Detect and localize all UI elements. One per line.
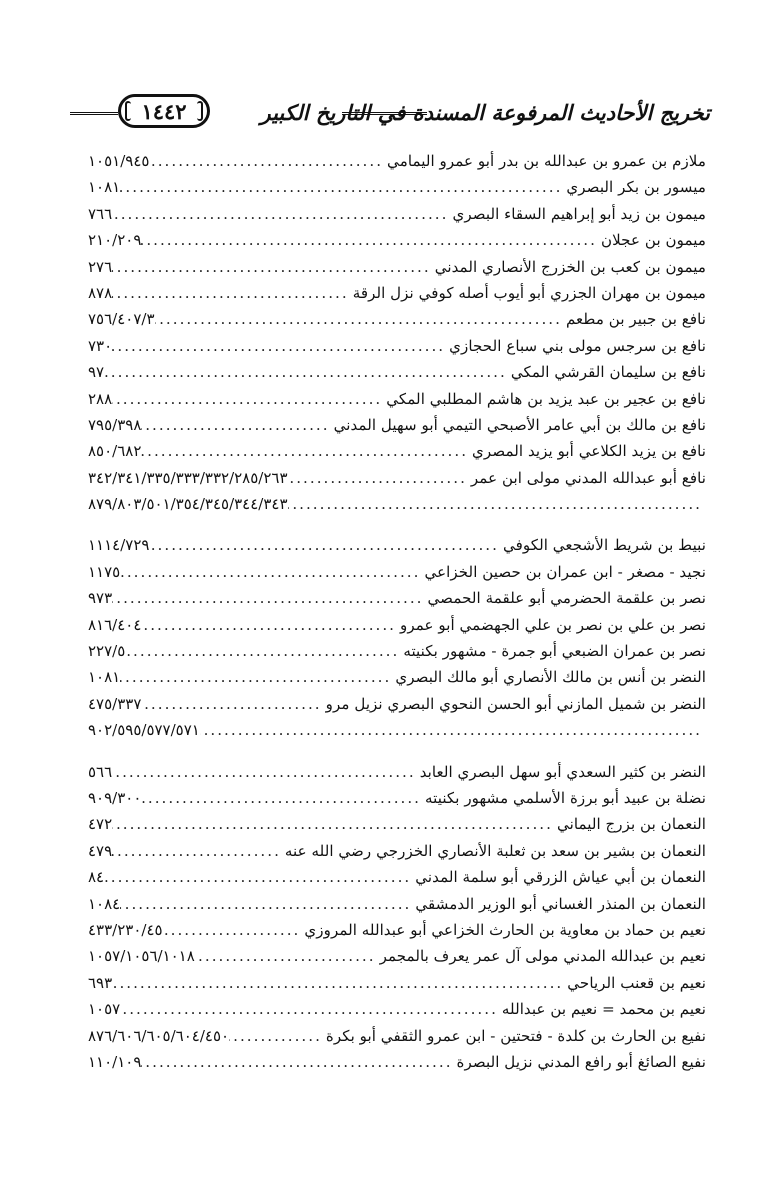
hadith-refs: ٩٧٣	[88, 589, 113, 608]
leader-dots	[112, 759, 420, 785]
index-entry	[88, 532, 706, 558]
page-header	[70, 92, 710, 142]
narrator-name: نافع بن يزيد الكلاعي أبو يزيد المصري	[472, 442, 706, 461]
hadith-refs: ٩٠٢/٥٩٥/٥٧٧/٥٧١	[88, 721, 200, 740]
narrator-name: النضر بن شميل المازني أبو الحسن النحوي البصري نزيل مرو	[325, 694, 706, 713]
hadith-refs: ٨٧٨	[88, 283, 113, 302]
narrator-name: نافع بن سليمان القرشي المكي	[510, 363, 706, 382]
index-entry	[88, 174, 706, 200]
hadith-refs: ٤٣٣/٢٣٠/٤٥	[88, 920, 163, 939]
index-entry	[88, 691, 706, 717]
leader-dots	[112, 585, 427, 611]
narrator-name: ميمون بن مهران الجزري أبو أيوب أصله كوفي نزل الرقة	[352, 283, 706, 302]
leader-dots	[125, 638, 403, 664]
narrator-name: نافع بن مالك بن أبي عامر الأصبحي التيمي أبو سهيل المدني	[333, 415, 706, 434]
index-entry	[88, 412, 706, 438]
index-entry	[88, 333, 706, 359]
hadith-refs: ٧٣٠	[88, 336, 113, 355]
entry-gap	[88, 744, 706, 759]
leader-dots	[149, 148, 387, 174]
leader-dots	[112, 280, 353, 306]
narrator-name: نافع بن جبير بن مطعم	[565, 310, 706, 329]
leader-dots	[112, 333, 449, 359]
narrator-name: نافع بن سرجس مولى بني سباع الحجازي	[449, 336, 706, 355]
narrator-name: النعمان بن أبي عياش الزرقي أبو سلمة المدني	[415, 868, 706, 887]
page-number-badge	[118, 94, 210, 128]
leader-dots	[112, 201, 452, 227]
narrator-name: نجيد - مصغر - ابن عمران بن حصين الخزاعي	[424, 562, 706, 581]
hadith-refs: ١٠٥٧	[88, 1000, 121, 1019]
leader-dots	[141, 785, 425, 811]
index-entry	[88, 891, 706, 917]
leader-dots	[141, 612, 400, 638]
hadith-refs: ٨٤	[88, 868, 105, 887]
leader-dots	[195, 943, 380, 969]
hadith-refs: ١١١٤/٧٢٩	[88, 536, 150, 555]
index-entry	[88, 254, 706, 280]
index-entry	[88, 612, 706, 638]
index-entry	[88, 227, 706, 253]
index-entry	[88, 759, 706, 785]
index-entry	[88, 664, 706, 690]
index-entry	[88, 465, 706, 491]
narrator-name: النعمان بن المنذر الغساني أبو الوزير الدمشقي	[415, 894, 706, 913]
hadith-refs: ٨١٦/٤٠٤	[88, 615, 142, 634]
index-entry	[88, 838, 706, 864]
leader-dots	[120, 996, 502, 1022]
leader-dots	[288, 465, 471, 491]
leader-dots	[141, 227, 601, 253]
narrator-name: نعيم بن محمد = نعيم بن عبدالله	[501, 1000, 706, 1019]
hadith-refs: ١٠٥٧/١٠٥٦/١٠١٨	[88, 947, 195, 966]
index-entry-continuation	[88, 491, 706, 517]
narrator-index	[88, 148, 706, 1075]
hadith-refs: ٣٤٢/٣٤١/٣٣٥/٣٣٣/٣٣٢/٢٨٥/٢٦٣	[88, 468, 288, 487]
index-entry	[88, 359, 706, 385]
entry-gap	[88, 517, 706, 532]
narrator-name: النضر بن كثير السعدي أبو سهل البصري العابد	[419, 762, 706, 781]
leader-dots	[141, 412, 333, 438]
hadith-refs: ٥٦٦	[88, 762, 113, 781]
hadith-refs: ٢٧٦	[88, 257, 113, 276]
narrator-name: نعيم بن عبدالله المدني مولى آل عمر يعرف بالمجمر	[379, 947, 706, 966]
leader-dots	[120, 891, 415, 917]
narrator-name: النعمان بن بشير بن سعد بن ثعلبة الأنصاري الخزرجي رضي الله عنه	[284, 841, 706, 860]
leader-dots	[141, 691, 325, 717]
leader-dots	[112, 811, 557, 837]
leader-dots	[149, 532, 502, 558]
narrator-name: ميمون بن زيد أبو إبراهيم السقاء البصري	[452, 204, 706, 223]
index-entry	[88, 970, 706, 996]
narrator-name: نصر بن علي بن نصر بن علي الجهضمي أبو عمرو	[400, 615, 706, 634]
running-title: تخريج الأحاديث المرفوعة المسندة في التاريخ الكبير	[260, 100, 710, 125]
hadith-refs: ٨٧٩/٨٠٣/٥٠١/٣٥٤/٣٤٥/٣٤٤/٣٤٣	[88, 495, 288, 514]
hadith-refs: ٧٦٦	[88, 204, 113, 223]
hadith-refs: ٤٧٥/٣٣٧	[88, 694, 142, 713]
hadith-refs: ١١٧٥	[88, 562, 121, 581]
leader-dots	[141, 1049, 456, 1075]
index-entry	[88, 996, 706, 1022]
hadith-refs: ٢١٠/٢٠٩	[88, 231, 142, 250]
index-entry	[88, 811, 706, 837]
narrator-name: ميمون بن عجلان	[600, 231, 706, 250]
index-entry	[88, 864, 706, 890]
hadith-refs: ٤٧٩	[88, 841, 113, 860]
narrator-name: النعمان بن بزرج اليماني	[556, 815, 706, 834]
hadith-refs: ١٠٥١/٩٤٥	[88, 152, 150, 170]
narrator-name: نضلة بن عبيد أبو برزة الأسلمي مشهور بكنيته	[425, 788, 706, 807]
hadith-refs: ١٠٨١	[88, 668, 121, 687]
hadith-refs: ١٠٨١	[88, 178, 121, 197]
index-entry	[88, 559, 706, 585]
hadith-refs: ٩٧	[88, 363, 105, 382]
index-entry	[88, 1049, 706, 1075]
narrator-name: نعيم بن حماد بن معاوية بن الحارث الخزاعي أبو عبدالله المروزي	[304, 920, 706, 939]
index-entry	[88, 148, 706, 174]
leader-dots	[200, 717, 706, 743]
narrator-name: نافع أبو عبدالله المدني مولى ابن عمر	[470, 468, 706, 487]
hadith-refs: ٨٥٠/٦٨٢	[88, 442, 142, 461]
leader-dots	[120, 664, 395, 690]
hadith-refs: ١١٠/١٠٩	[88, 1052, 142, 1071]
index-entry	[88, 201, 706, 227]
index-entry	[88, 306, 706, 332]
leader-dots	[112, 970, 567, 996]
index-entry	[88, 943, 706, 969]
hadith-refs: ١٠٨٤	[88, 894, 121, 913]
leader-dots	[104, 359, 511, 385]
narrator-name: ميسور بن بكر البصري	[566, 178, 706, 197]
index-entry	[88, 785, 706, 811]
leader-dots	[229, 1023, 326, 1049]
header-rule	[342, 112, 427, 115]
hadith-refs: ٤٧٢	[88, 815, 113, 834]
header-rule	[70, 112, 118, 115]
narrator-name: نصر بن عمران الضبعي أبو جمرة - مشهور بكنيته	[403, 642, 706, 661]
leader-dots	[112, 838, 285, 864]
leader-dots	[120, 174, 566, 200]
hadith-refs: ٧٥٦/٤٠٧/٣	[88, 310, 155, 329]
narrator-name: النضر بن أنس بن مالك الأنصاري أبو مالك البصري	[395, 668, 706, 687]
narrator-name: نعيم بن قعنب الرياحي	[567, 973, 706, 992]
index-entry	[88, 438, 706, 464]
narrator-name: نصر بن علقمة الحضرمي أبو علقمة الحمصي	[427, 589, 706, 608]
page-number: ١٤٤٢	[141, 98, 187, 124]
leader-dots	[112, 386, 386, 412]
hadith-refs: ٢٢٧/٥	[88, 642, 126, 661]
index-entry-continuation	[88, 717, 706, 743]
hadith-refs: ٧٩٥/٣٩٨	[88, 415, 142, 434]
hadith-refs: ٩٠٩/٣٠٠	[88, 788, 142, 807]
index-entry	[88, 585, 706, 611]
index-entry	[88, 386, 706, 412]
leader-dots	[155, 306, 566, 332]
index-entry	[88, 1023, 706, 1049]
narrator-name: نبيط بن شريط الأشجعي الكوفي	[502, 536, 706, 555]
leader-dots	[141, 438, 472, 464]
hadith-refs: ٨٧٦/٦٠٦/٦٠٥/٦٠٤/٤٥٠	[88, 1026, 230, 1045]
leader-dots	[112, 254, 435, 280]
leader-dots	[288, 491, 706, 517]
narrator-name: ميمون بن كعب بن الخزرج الأنصاري المدني	[434, 257, 706, 276]
leader-dots	[120, 559, 424, 585]
index-entry	[88, 280, 706, 306]
hadith-refs: ٦٩٣	[88, 973, 113, 992]
leader-dots	[163, 917, 305, 943]
narrator-name: ملازم بن عمرو بن عبدالله بن بدر أبو عمرو اليمامي	[387, 152, 706, 170]
index-entry	[88, 917, 706, 943]
narrator-name: نفيع الصائغ أبو رافع المدني نزيل البصرة	[456, 1052, 706, 1071]
narrator-name: نافع بن عجير بن عبد يزيد بن هاشم المطلبي المكي	[386, 389, 706, 408]
hadith-refs: ٢٨٨	[88, 389, 113, 408]
leader-dots	[104, 864, 415, 890]
narrator-name: نفيع بن الحارث بن كلدة - فتحتين - ابن عمرو الثقفي أبو بكرة	[325, 1026, 706, 1045]
index-entry	[88, 638, 706, 664]
